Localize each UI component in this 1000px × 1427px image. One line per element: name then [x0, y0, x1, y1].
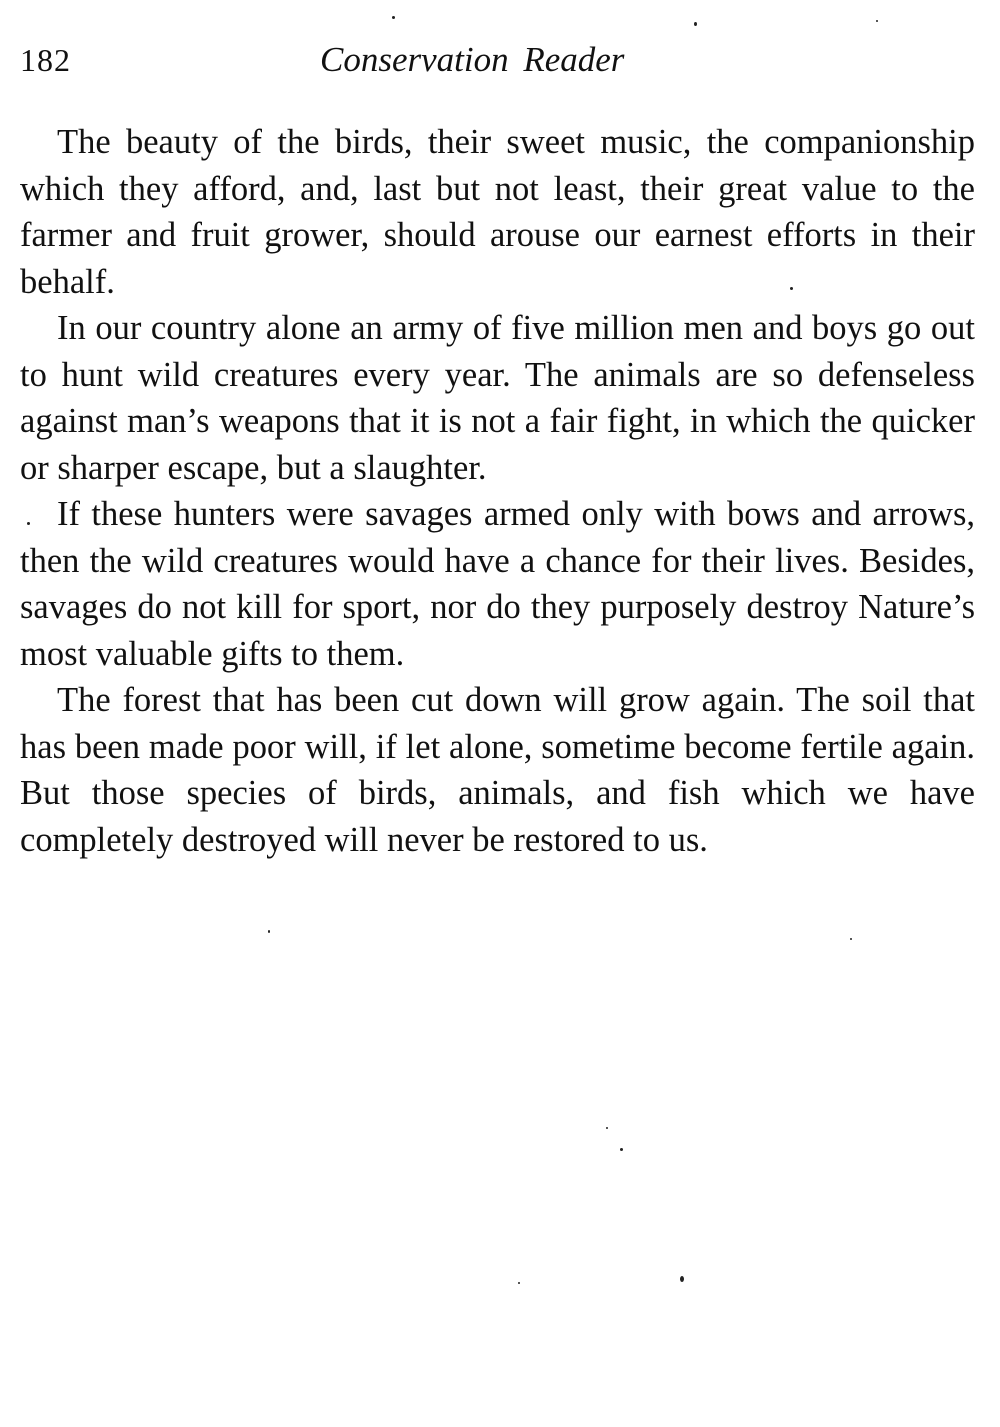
paragraph-hunters-army: In our country alone an army of five million men and boys go out to hunt wild creatures every year. The animals are so defenseless against man’s weapons that it is not a fair fight, in which the quicker or sharper escape, but a slaughter. [20, 309, 975, 487]
scan-speck [392, 16, 395, 19]
scan-speck [790, 287, 793, 290]
running-title: Conservation Reader [320, 40, 625, 79]
scan-speck [850, 938, 852, 940]
scan-speck [680, 1276, 684, 1282]
paragraph-birds-beauty: The beauty of the birds, their sweet music, the companionship which they afford, and, last but not least, their great value to the farmer and fruit grower, should arouse our earnest efforts in their behalf. [20, 123, 975, 301]
scan-speck [518, 1282, 520, 1284]
paragraph-extinction: The forest that has been cut down will grow again. The soil that has been made poor will, if let alone, sometime become fertile again. But those species of birds, animals, and fish which we have completely destroyed will never be restored to us. [20, 681, 975, 859]
scan-speck [606, 1127, 608, 1129]
scan-speck [27, 522, 30, 525]
scan-speck [876, 20, 878, 22]
scan-speck [694, 22, 697, 26]
page-header [20, 36, 975, 86]
page-number: 182 [20, 42, 71, 78]
paragraph-savages: If these hunters were savages armed only with bows and arrows, then the wild creatures would have a chance for their lives. Besides, savages do not kill for sport, nor do they purposely destroy Nature’s most valuable gifts to them. [20, 495, 975, 673]
scan-speck [268, 930, 270, 933]
body-text [20, 119, 975, 863]
scan-speck [620, 1148, 623, 1151]
